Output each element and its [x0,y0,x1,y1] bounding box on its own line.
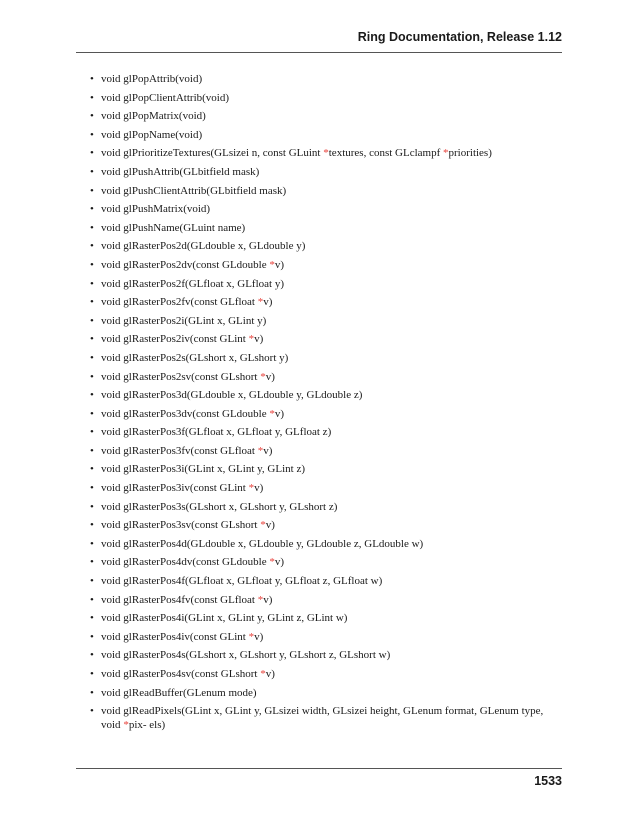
function-signature-item: • void glRasterPos2s(GLshort x, GLshort y) [90,352,564,366]
running-header: Ring Documentation, Release 1.12 [357,30,562,44]
function-signature-item: • void glRasterPos3f(GLfloat x, GLfloat y, GLfloat z) [90,426,564,440]
function-list [90,73,564,737]
page-number: 1533 [534,774,562,788]
function-signature-item: • void glPopAttrib(void) [90,73,564,87]
function-signature-item: • void glRasterPos2i(GLint x, GLint y) [90,315,564,329]
function-signature-item: • void glRasterPos3sv(const GLshort *v) [90,519,564,533]
function-signature-item: • void glRasterPos4d(GLdouble x, GLdouble y, GLdouble z, GLdouble w) [90,538,564,552]
function-signature-item: • void glRasterPos3d(GLdouble x, GLdouble y, GLdouble z) [90,389,564,403]
pointer-asterisk: * [248,482,255,495]
pointer-asterisk: * [257,296,264,309]
function-signature-item: • void glRasterPos3i(GLint x, GLint y, GLint z) [90,463,564,477]
function-signature-item: • void glRasterPos4i(GLint x, GLint y, GLint z, GLint w) [90,612,564,626]
function-signature-item: • void glPopClientAttrib(void) [90,92,564,106]
pointer-asterisk: * [323,147,329,160]
function-signature-item: • void glPopName(void) [90,129,564,143]
pointer-asterisk: * [260,668,266,680]
function-signature-item: • void glReadBuffer(GLenum mode) [90,687,564,701]
pointer-asterisk: * [269,407,275,420]
function-signature-item: • void glRasterPos2f(GLfloat x, GLfloat y) [90,278,564,292]
function-signature-item: • void glRasterPos4f(GLfloat x, GLfloat y, GLfloat z, GLfloat w) [90,575,564,589]
function-signature-item: • void glRasterPos2dv(const GLdouble *v) [90,259,564,273]
function-signature-item: • void glRasterPos2fv(const GLfloat *v) [90,296,564,310]
function-signature-item: • void glPushAttrib(GLbitfield mask) [90,166,564,180]
pointer-asterisk: * [248,630,255,643]
function-signature-item: • void glRasterPos4sv(const GLshort *v) [90,668,564,682]
pointer-asterisk: * [257,444,264,457]
pointer-asterisk: * [257,593,264,606]
function-signature-item: • void glRasterPos3s(GLshort x, GLshort y, GLshort z) [90,501,564,515]
pointer-asterisk: * [260,370,266,383]
pointer-asterisk: * [248,333,255,346]
function-signature-item: • void glReadPixels(GLint x, GLint y, GLsizei width, GLsizei height, GLenum format, GLenum type, void *pix- els) [90,705,564,732]
pointer-asterisk: * [260,519,266,532]
pointer-asterisk: * [123,718,129,731]
function-signature-item: • void glPrioritizeTextures(GLsizei n, const GLuint *textures, const GLclampf *priorities) [90,147,564,161]
function-signature-item: • void glPushName(GLuint name) [90,222,564,236]
function-signature-item: • void glRasterPos4dv(const GLdouble *v) [90,556,564,570]
pointer-asterisk: * [443,147,449,160]
function-signature-item: • void glRasterPos2d(GLdouble x, GLdouble y) [90,240,564,254]
function-signature-item: • void glPushClientAttrib(GLbitfield mask) [90,185,564,199]
function-signature-item: • void glPopMatrix(void) [90,110,564,124]
function-signature-item: • void glRasterPos4fv(const GLfloat *v) [90,594,564,608]
function-signature-item: • void glRasterPos4s(GLshort x, GLshort y, GLshort z, GLshort w) [90,649,564,663]
function-signature-item: • void glRasterPos2sv(const GLshort *v) [90,371,564,385]
pointer-asterisk: * [269,258,275,271]
function-signature-item: • void glPushMatrix(void) [90,203,564,217]
function-signature-item: • void glRasterPos3fv(const GLfloat *v) [90,445,564,459]
pointer-asterisk: * [269,556,275,569]
function-signature-item: • void glRasterPos2iv(const GLint *v) [90,333,564,347]
function-signature-item: • void glRasterPos3iv(const GLint *v) [90,482,564,496]
function-signature-item: • void glRasterPos4iv(const GLint *v) [90,631,564,645]
header-rule [76,52,562,53]
function-signature-item: • void glRasterPos3dv(const GLdouble *v) [90,408,564,422]
footer-rule [76,768,562,769]
